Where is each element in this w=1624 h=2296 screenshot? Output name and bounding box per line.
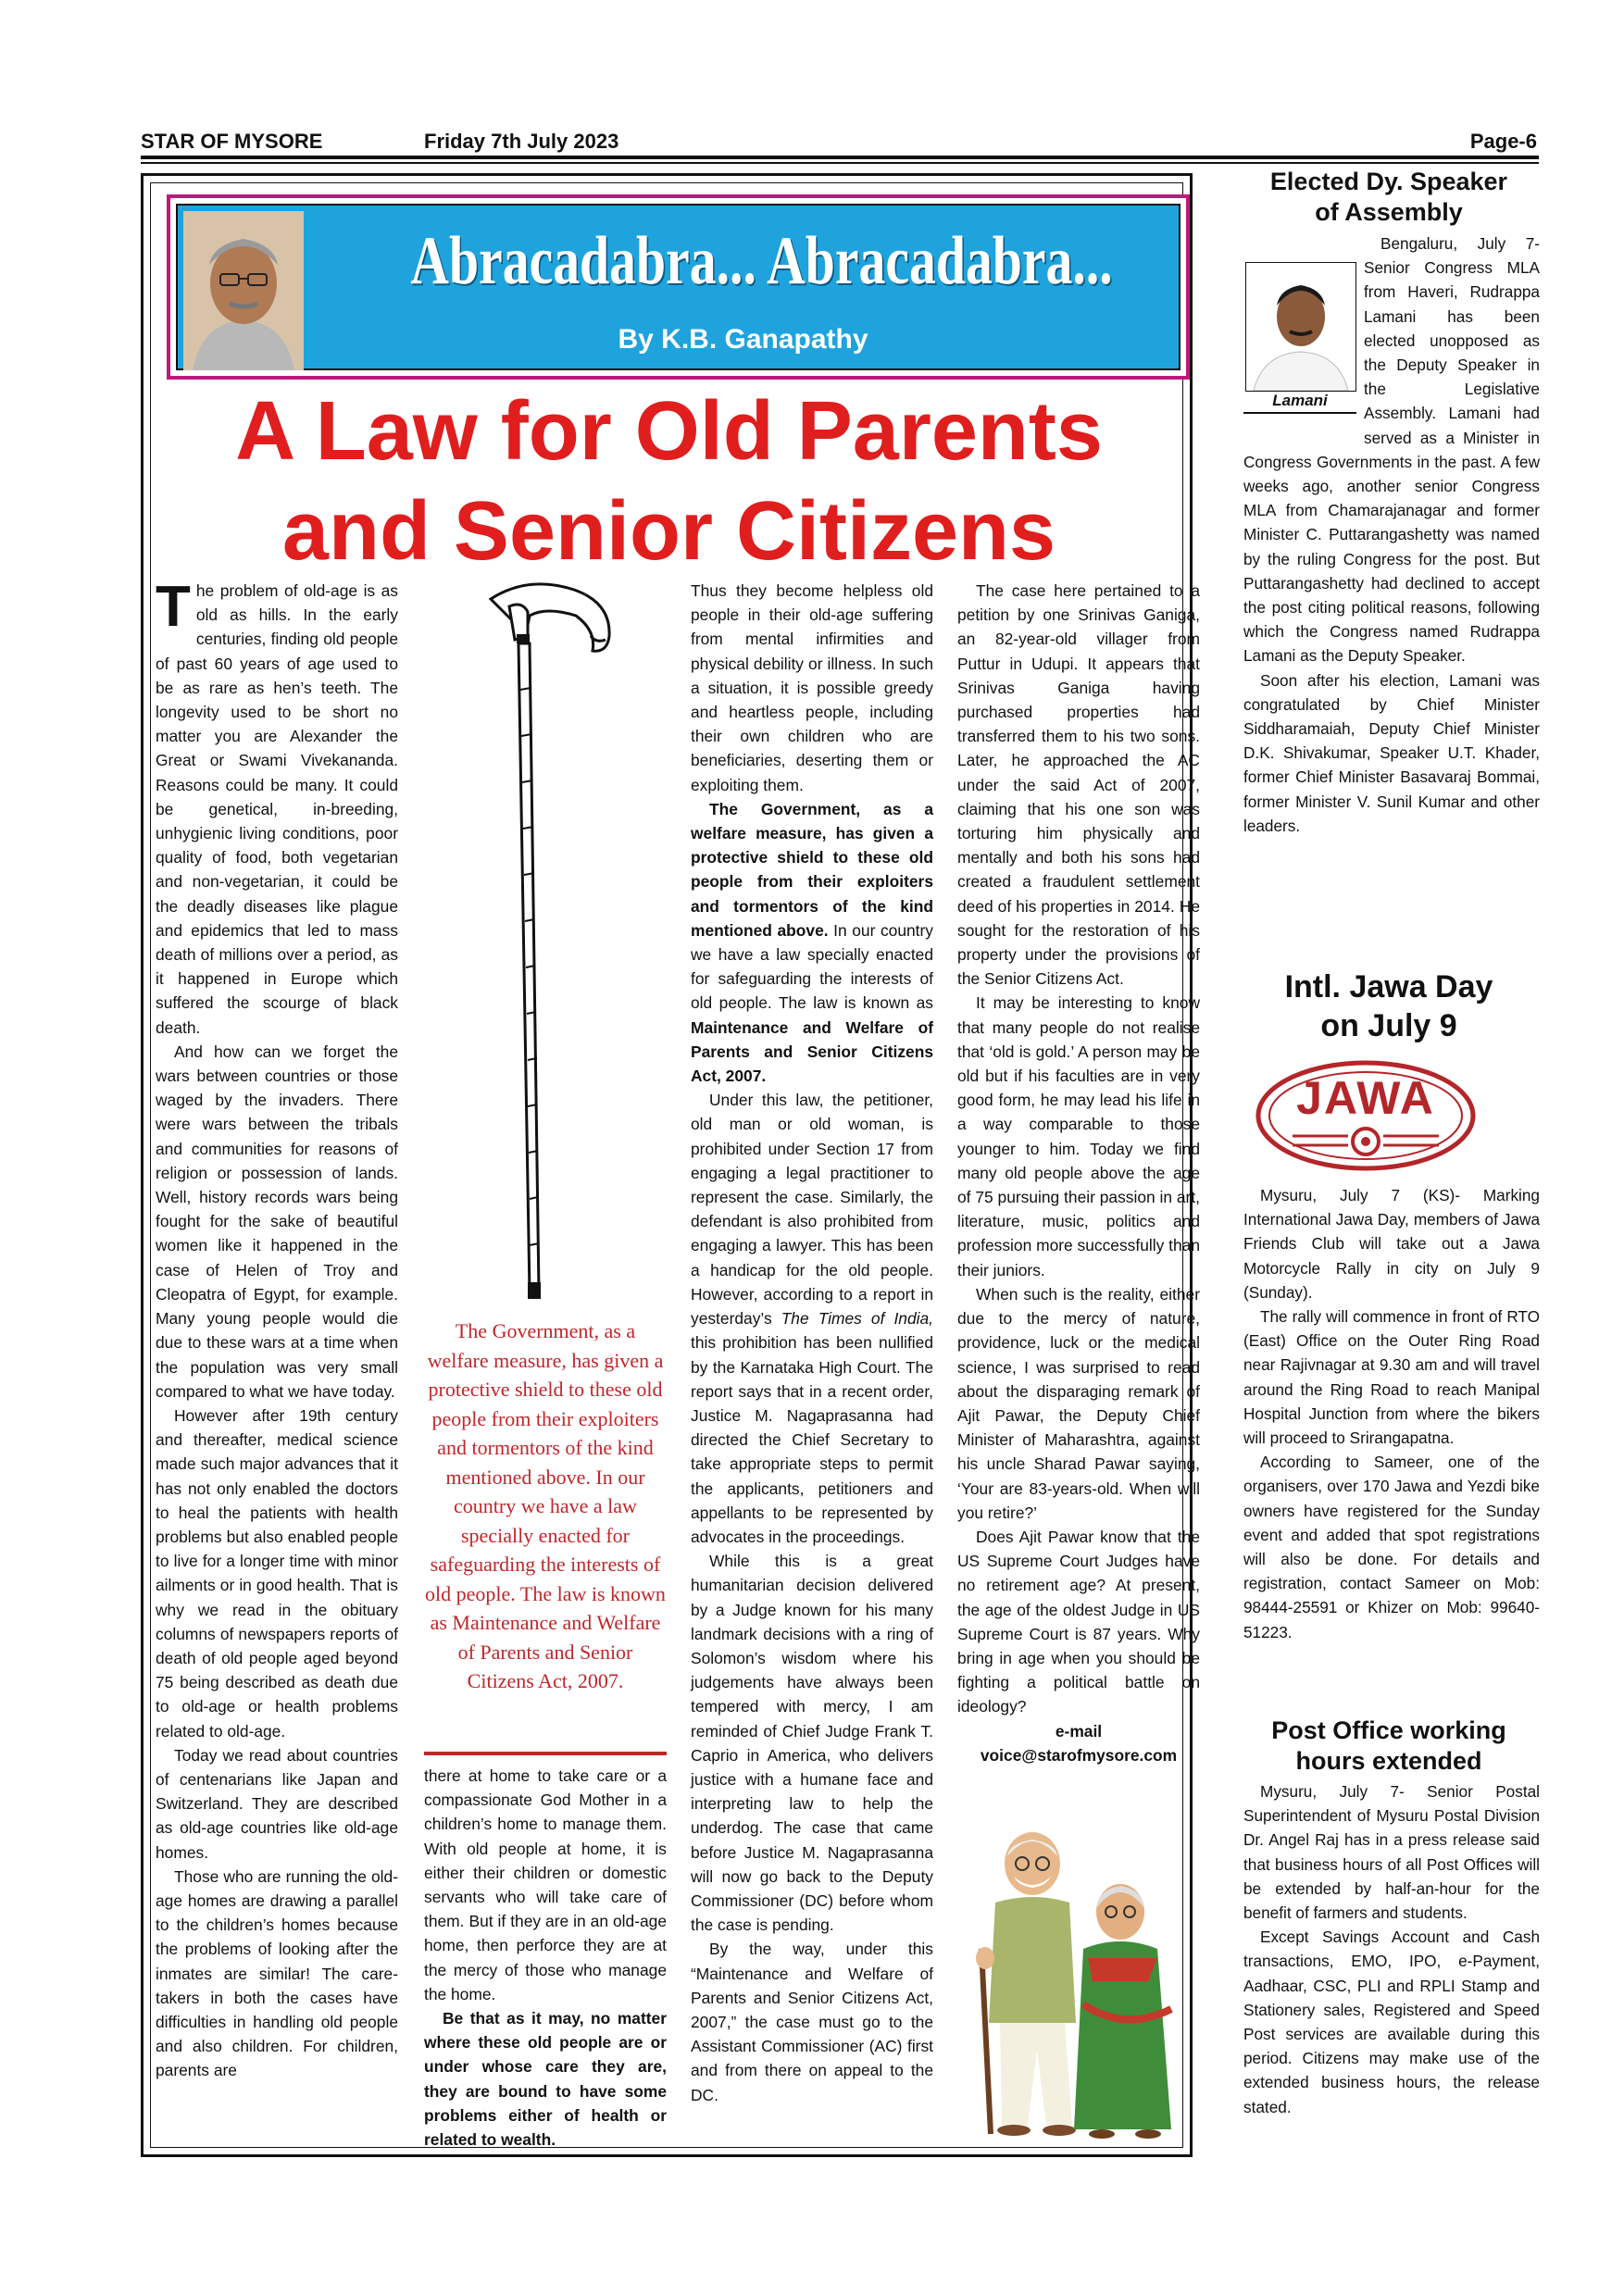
col1-para-5: Those who are running the old-age homes are drawing a parallel to the children’s homes because the problems of looking after the inmates are similar! The care-takers in both the cases have difficulties in handling old people and also children. For children, parents are <box>156 1866 398 2080</box>
col1-para-2: And how can we forget the wars between countries or those waged by the invaders. There were wars between the tribals and communities for reasons of religion or possession of lands. Well, history records wars being fought for the sake of beautiful women like it happened in the case of Helen of Troy and Cleopatra of Egypt, for example. Many young people would die due to these wars at a time when the population was very small compared to what we have today. <box>156 1042 398 1401</box>
col3-para-4: While this is a great humanitarian decision delivered by a Judge known for his many landmark decisions with a ring of Solomon’s wisdom where his judgements have always been tempered with mercy, I am reminded of Chief Judge Frank T. Caprio in America, who delivers justice with a humane face and interpreting law to help the underdog. The case that came before Justice M. Nagaprasanna will now go back to the Deputy Commissioner (DC) before whom the case is pending. <box>691 1552 933 1935</box>
col3-para-3: Under this law, the petitioner, old man or old woman, is prohibited under Section 17 from engaging a legal practitioner to represent the case. Similarly, the defendant is also prohibited from engaging a lawyer. This has been a handicap for the old people. However, according to a report in yesterday’s <box>691 1091 933 1329</box>
page-number: Page-6 <box>1469 130 1537 153</box>
post-title-line-2: hours extended <box>1295 1747 1482 1775</box>
col3-para-3-rest: this prohibition has been nullified by the Karnataka High Court. The report says that in a recent order, Justice M. Nagaprasanna had directed the Chief Secretary to take appropriate steps to permit the applicants, petitioners and appellants to be represented by advocates in the proceedings. <box>691 1333 933 1546</box>
speaker-title-line-1: Elected Dy. Speaker <box>1269 168 1508 195</box>
col3-act-name: Maintenance and Welfare of Parents and Senior Citizens Act, 2007. <box>691 1017 933 1086</box>
col1-para-4: Today we read about countries of centenarians like Japan and Switzerland. They are described as old-age countries like old-age homes. <box>156 1745 398 1862</box>
post-para-1: Mysuru, July 7- Senior Postal Superintendent of Mysuru Postal Division Dr. Angel Raj has in a press release said that business hours of all Post Offices will be extended by half-an-hour for the benefit of farmers and students. <box>1243 1782 1540 1923</box>
banner-panel <box>176 204 1181 370</box>
jawa-para-3: According to Sameer, one of the organisers, over 170 Jawa and Yezdi bike owners have registered for the Sunday event and added that spot registrations will also be done. For details and registration, contact Sameer on Mob: 98444-25591 or Khizer on Mob: 99640-51223. <box>1243 1453 1540 1641</box>
paper-name: STAR OF MYSORE <box>141 130 323 153</box>
article-column-3 <box>691 579 933 2107</box>
photo-float-spacer <box>1243 231 1364 426</box>
col3-para-2: In our country we have a law specially enacted for safeguarding the interests of old people. The law is known as <box>691 920 933 1013</box>
jawa-para-1: Mysuru, July 7 (KS)- Marking International Jawa Day, members of Jawa Friends Club will take out a Jawa Motorcycle Rally in city on July 9 (Sunday). <box>1243 1186 1540 1302</box>
issue-date: Friday 7th July 2023 <box>424 130 619 153</box>
banner-byline: By K.B. Ganapathy <box>618 324 868 355</box>
col4-para-1: The case here pertained to a petition by one Srinivas Ganiga, an 82-year-old villager from Puttur in Udupi. It appears that Srinivas Ganiga having purchased properties had transferred them to his two sons. Later, he approached the AC under the said Act of 2007, claiming that his one son was torturing him physically and mentally and both his sons had created a fraudulent settlement deed of his properties in 2014. He sought for the restoration of his property under the provisions of the Senior Citizens Act. <box>957 581 1200 989</box>
sidebar-jawa-body <box>1243 1183 1540 1644</box>
times-of-india: The Times of India, <box>781 1309 933 1329</box>
col3-bold-1: The Government, as a welfare measure, has given a protective shield to these old people from their exploiters and tormentors of the kind mentioned above. <box>691 799 933 940</box>
elderly-couple-illustration <box>963 1819 1190 2148</box>
col2-para-2: Be that as it may, no matter where these old people are or under whose care they are, they are bound to have some problems either of health or related to wealth. <box>424 2009 667 2150</box>
article-column-1 <box>156 575 398 2083</box>
headline-line-2: and Senior Citizens <box>281 485 1056 578</box>
email-address: voice@starofmysore.com <box>980 1745 1178 1765</box>
col2-para-1: there at home to take care or a compassionate God Mother in a children’s home to manage them. With old people at home, it is either their children or domestic servants who will take care of them. But if they are in an old-age home, then perforce they are at the mercy of those who manage the home. <box>424 1766 667 2003</box>
drop-cap: T <box>156 575 191 639</box>
article-column-2 <box>424 1764 667 2152</box>
header-rule-thin <box>141 162 1539 164</box>
sidebar-post-title <box>1236 1716 1542 1777</box>
header-rule-thick <box>141 156 1539 159</box>
speaker-para-2: Soon after his election, Lamani was congratulated by Chief Minister Siddharamaiah, Deputy Chief Minister D.K. Shivakumar, Speaker U.T. Khader, former Chief Minister Basavaraj Bommai, former Minister V. Sunil Kumar and other leaders. <box>1243 670 1540 835</box>
sidebar-speaker-body <box>1243 231 1540 838</box>
col4-para-4: Does Ajit Pawar know that the US Supreme Court Judges have no retirement age? At present, the age of the oldest Judge in US Supreme Court is 87 years. Why bring in age when you should be fighting a political battle on ideology? <box>957 1527 1200 1716</box>
jawa-title-line-1: Intl. Jawa Day <box>1284 969 1493 1004</box>
author-portrait <box>183 211 304 370</box>
pull-quote: The Government, as a welfare measure, has given a protective shield to these old people from their exploiters and tormentors of the kind mentioned above. In our country we have a law specially enacted for safeguarding the interests of old people. The law is known as Maintenance and Welfare of Parents and Senior Citizens Act, 2007. <box>425 1319 666 1692</box>
post-para-2: Except Savings Account and Cash transactions, EMO, IPO, e-Payment, Aadhaar, CSC, PLI and RPLI Stamp and Stationery sales, Registered and Speed Post services are available during this period. Citizens may make use of the extended business hours, the release stated. <box>1243 1928 1540 2116</box>
speaker-title-line-2: of Assembly <box>1315 198 1463 226</box>
jawa-logo-text: JAWA <box>1296 1072 1435 1124</box>
col3-para-1: Thus they become helpless old people in their old-age suffering from mental infirmities and physical debility or illness. In such a situation, it is possible greedy and heartless people, including their own children who are beneficiaries, deserting them or exploiting them. <box>691 581 933 794</box>
banner-title: Abracadabra... Abracadabra... <box>410 223 1113 299</box>
email-label: e-mail <box>1055 1721 1103 1741</box>
post-title-line-1: Post Office working <box>1271 1716 1506 1744</box>
col1-para-1: he problem of old-age is as old as hills. In the early centuries, finding old people of past 60 years of age used to be as rare as hen’s teeth. The longevity used to be short no matter you are Alexander the Great or Swami Vivekananda. Reasons could be many. It could be genetical, in-breeding, unhygienic living conditions, poor quality of food, both vegetarian and non-vegetarian, it could be the deadly diseases like plague and epidemics that led to mass death of millions over a period, as it happened in Europe which suffered the scourge of black death. <box>156 581 398 1037</box>
sidebar-post-body <box>1243 1779 1540 2119</box>
lamani-caption: Lamani <box>1272 392 1328 409</box>
speaker-para-1: Bengaluru, July 7- Senior Congress MLA from Haveri, Rudrappa Lamani has been elected unopposed as the Deputy Speaker in the Legislative Assembly. Lamani had served as a Minister in Congress Governments in the past. A few weeks ago, another senior Congress MLA from Chamarajanagar and former Minister C. Puttarangashetty was named by the ruling Congress for the post. But Puttarangashetty had declined to accept the post citing political reasons, following which the Congress named Rudrappa Lamani as the Deputy Speaker. <box>1243 234 1540 666</box>
col4-para-2: It may be interesting to know that many people do not realise that ‘old is gold.’ A person may be old but if his faculties are in very good form, he may lead his life in a way comparable to those younger to him. Today we find many old people above the age of 75 pursuing their passion in art, literature, music, politics and profession more successfully than their juniors. <box>957 993 1200 1279</box>
headline-line-1: A Law for Old Parents <box>235 385 1103 478</box>
pull-quote-rule <box>424 1752 667 1755</box>
jawa-logo <box>1255 1060 1476 1171</box>
col3-para-5: By the way, under this “Maintenance and Welfare of Parents and Senior Citizens Act, 2007,” the case must go to the Assistant Commissioner (AC) first and from there on appeal to the DC. <box>691 1940 933 2104</box>
sidebar-speaker-title <box>1236 167 1542 228</box>
col4-para-3: When such is the reality, either due to the mercy of nature, providence, luck or the medical science, I was surprised to read about the disparaging remark of Ajit Pawar, the Deputy Chief Minister of Maharashtra, against his uncle Sharad Pawar saying, ‘Your are 83-years-old. When will you retire?’ <box>957 1284 1200 1522</box>
column-banner <box>167 194 1190 380</box>
jawa-title-line-2: on July 9 <box>1320 1008 1457 1043</box>
article-column-4 <box>957 579 1200 1767</box>
walking-stick-illustration <box>472 579 639 1310</box>
sidebar-jawa-title <box>1236 967 1542 1045</box>
col1-para-3: However after 19th century and thereafter, medical science made such major advances that it has not only enabled the doctors to heal the patients with health problems but also enabled people to live for a longer time with minor ailments or in good health. That is why we read in the obituary columns of newspapers reports of death of old people aged beyond 75 being described as death due to old-age or health problems related to old-age. <box>156 1405 398 1741</box>
jawa-para-2: The rally will commence in front of RTO (East) Office on the Outer Ring Road near Rajivnagar at 9.30 am and will travel around the Ring Road to reach Manipal Hospital Junction from where the bikers will proceed to Srirangapatna. <box>1243 1307 1540 1448</box>
